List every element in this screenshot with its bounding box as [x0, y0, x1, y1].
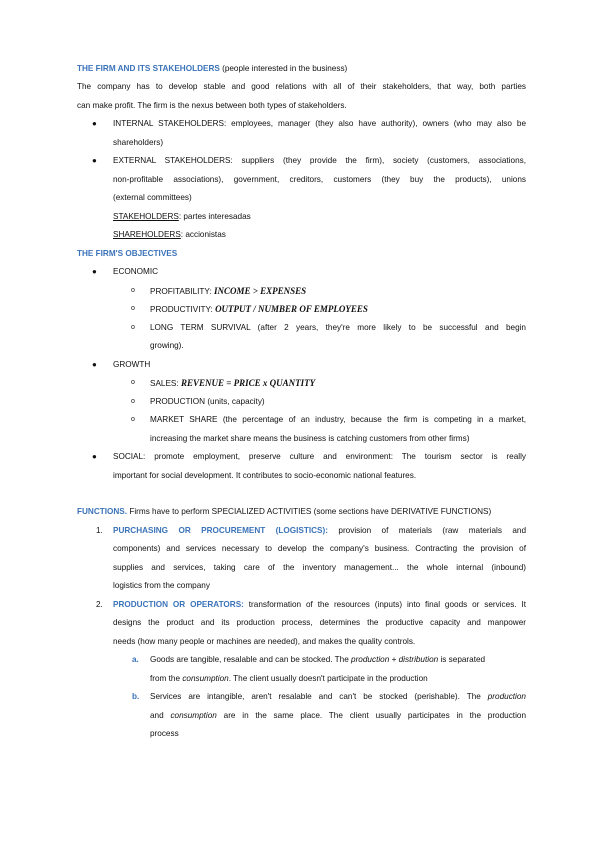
emphasis: production + distribution	[351, 655, 439, 664]
list-item-productivity	[150, 300, 368, 319]
function-title: PURCHASING OR PROCUREMENT (LOGISTICS):	[113, 526, 328, 535]
circle-bullet-icon: o	[131, 305, 135, 312]
item-services-line	[150, 707, 526, 725]
formula: OUTPUT / NUMBER OF EMPLOYEES	[215, 304, 368, 314]
heading-title: FUNCTIONS.	[77, 507, 128, 516]
bullet-icon: ●	[92, 156, 97, 165]
text: is separated	[438, 655, 486, 664]
list-item-line: (external committees)	[113, 193, 192, 202]
definition-stakeholders	[113, 208, 251, 226]
heading-text: Firms have to perform SPECIALIZED ACTIVITIES (some sections have DERIVATIVE FUNCTIONS)	[127, 507, 492, 516]
function-text: transformation of the resources (inputs) into final goods or services. It	[243, 600, 526, 609]
item-label: SALES:	[150, 379, 181, 388]
function-production	[113, 596, 526, 614]
list-item-profitability	[150, 282, 306, 301]
definition-text: : accionistas	[180, 230, 226, 239]
paragraph-line: supplies and services, taking care of the inventory management... the whole internal (inbound)	[113, 563, 526, 572]
list-number: 2.	[96, 600, 103, 609]
text: Goods are tangible, resalable and can be stocked. The	[150, 655, 352, 664]
bullet-icon: ●	[92, 119, 97, 128]
heading-title: THE FIRM AND ITS STAKEHOLDERS	[77, 64, 220, 73]
list-item-line: important for social development. It contributes to socio-economic national features.	[113, 471, 417, 480]
paragraph-line: can make profit. The firm is the nexus between both types of stakeholders.	[77, 101, 347, 110]
item-goods	[150, 651, 485, 669]
paragraph-line: needs (how many people or machines are needed), and makes the quality controls.	[113, 637, 416, 646]
heading-note: (people interested in the business)	[219, 64, 348, 73]
emphasis: production	[487, 692, 526, 701]
list-item-external: EXTERNAL STAKEHOLDERS: suppliers (they provide the firm), society (customers, associations,	[113, 156, 526, 165]
item-label: PRODUCTIVITY:	[150, 305, 216, 314]
paragraph-line: The company has to develop stable and good relations with all of their stakeholders, that way, both parties	[77, 82, 526, 91]
list-item-line: increasing the market share means the business is catching customers from other firms)	[150, 434, 470, 443]
bullet-icon: ●	[92, 452, 97, 461]
definition-text: : partes interesadas	[178, 212, 251, 221]
bullet-icon: ●	[92, 360, 97, 369]
circle-bullet-icon: o	[131, 287, 135, 294]
definition-term: SHAREHOLDERS	[113, 230, 181, 239]
section-heading-stakeholders	[77, 60, 347, 78]
list-item-social: SOCIAL: promote employment, preserve culture and environment: The tourism sector is really	[113, 452, 526, 461]
item-services	[150, 688, 526, 706]
list-item-line: growing).	[150, 341, 184, 350]
circle-bullet-icon: o	[131, 324, 135, 331]
paragraph-line: designs the product and its production process, determines the productive capacity and manpower	[113, 618, 526, 627]
definition-shareholders	[113, 226, 226, 244]
text: . The client usually doesn't participate in the production	[228, 674, 428, 683]
item-goods-line	[150, 670, 428, 688]
list-item-sales	[150, 374, 315, 393]
list-item-growth: GROWTH	[113, 360, 151, 369]
paragraph-line: components) and services necessary to develop the company's business. Contracting the provision of	[113, 544, 526, 553]
list-item-survival: LONG TERM SURVIVAL (after 2 years, they're more likely to be successful and begin	[150, 323, 526, 332]
list-item-market-share: MARKET SHARE (the percentage of an industry, because the firm is competing in a market,	[150, 415, 526, 424]
formula: INCOME > EXPENSES	[214, 286, 307, 296]
item-label: PROFITABILITY:	[150, 287, 214, 296]
list-number: 1.	[96, 526, 103, 535]
list-item-line: shareholders)	[113, 138, 164, 147]
function-text: provision of materials (raw materials and	[327, 526, 527, 535]
bullet-icon: ●	[92, 267, 97, 276]
emphasis: consumption	[182, 674, 229, 683]
list-letter: b.	[132, 692, 140, 701]
section-heading-objectives: THE FIRM'S OBJECTIVES	[77, 249, 178, 258]
list-item-internal: INTERNAL STAKEHOLDERS: employees, manager (they also have authority), owners (who may also be	[113, 119, 526, 128]
circle-bullet-icon: o	[131, 416, 135, 423]
text: and	[150, 711, 171, 720]
function-title: PRODUCTION OR OPERATORS:	[113, 600, 244, 609]
circle-bullet-icon: o	[131, 379, 135, 386]
section-heading-functions	[77, 503, 491, 521]
list-item-economic: ECONOMIC	[113, 267, 159, 276]
definition-term: STAKEHOLDERS	[113, 212, 179, 221]
text: Services are intangible, aren't resalable and can't be stocked (perishable). The	[150, 692, 488, 701]
list-item-line: non-profitable associations), government, creditors, customers (they buy the products), unions	[113, 175, 526, 184]
circle-bullet-icon: o	[131, 398, 135, 405]
paragraph-line: logistics from the company	[113, 581, 210, 590]
function-purchasing	[113, 522, 526, 540]
text: from the	[150, 674, 183, 683]
text: are in the same place. The client usually participates in the production	[216, 711, 527, 720]
item-services-line: process	[150, 729, 179, 738]
list-letter: a.	[132, 655, 139, 664]
list-item-production: PRODUCTION (units, capacity)	[150, 397, 265, 406]
emphasis: consumption	[170, 711, 217, 720]
formula: REVENUE = PRICE x QUANTITY	[180, 378, 316, 388]
